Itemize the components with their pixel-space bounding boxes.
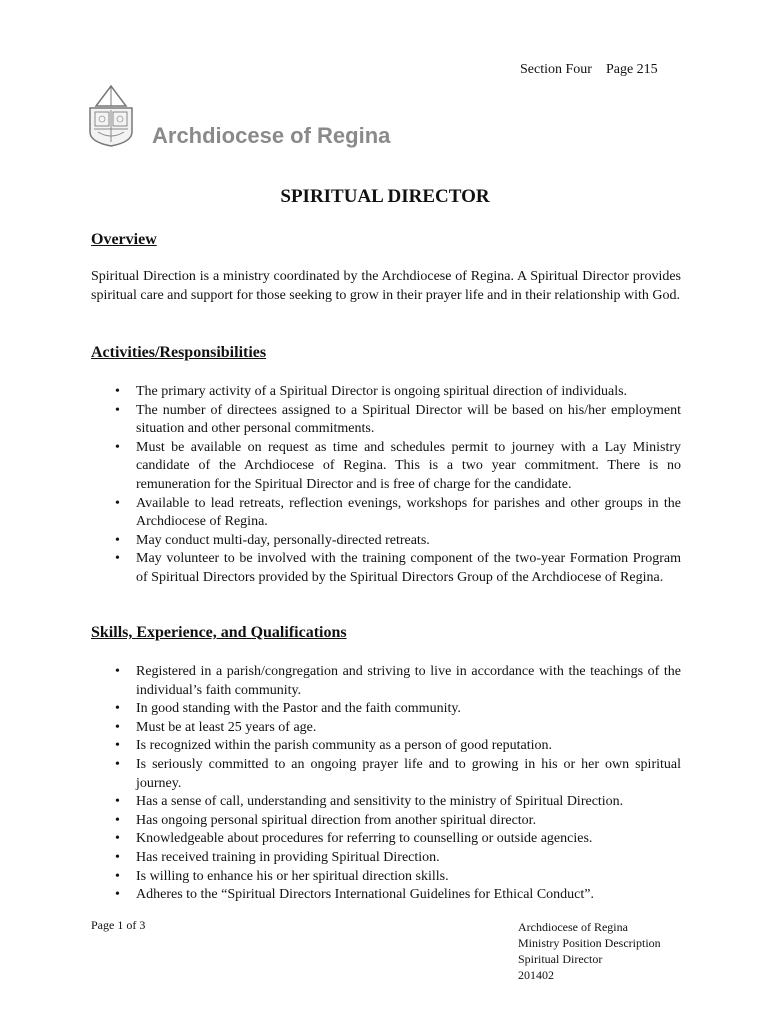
footer-document-info xyxy=(518,919,661,983)
list-item: • May conduct multi-day, personally-directed retreats. xyxy=(91,532,681,551)
list-item: • The number of directees assigned to a Spiritual Director will be based on his/her employment situation and other personal commitments. xyxy=(91,402,681,439)
list-item: • Knowledgeable about procedures for referring to counselling or outside agencies. xyxy=(91,830,681,849)
list-item: • The primary activity of a Spiritual Director is ongoing spiritual direction of individuals. xyxy=(91,383,681,402)
footer-line: Archdiocese of Regina xyxy=(518,920,628,934)
page-number: Page 215 xyxy=(605,62,658,77)
list-item: • Has received training in providing Spiritual Direction. xyxy=(91,849,681,868)
footer-line: Spiritual Director xyxy=(518,952,603,966)
footer-page-count: Page 1 of 3 xyxy=(91,918,146,932)
list-item: • Has ongoing personal spiritual direction from another spiritual director. xyxy=(91,812,681,831)
section-label: Section Four xyxy=(520,62,592,77)
list-item: • Adheres to the “Spiritual Directors International Guidelines for Ethical Conduct”. xyxy=(91,886,681,905)
list-item: • May volunteer to be involved with the training component of the two-year Formation Program of Spiritual Directors provided by the Spiritual Directors Group of the Archdiocese of Regina. xyxy=(91,550,681,587)
skills-heading: Skills, Experience, and Qualifications xyxy=(91,624,347,641)
overview-heading: Overview xyxy=(91,231,157,248)
list-item: • In good standing with the Pastor and the faith community. xyxy=(91,700,681,719)
footer-line: 201402 xyxy=(518,968,554,982)
skills-list xyxy=(91,663,681,905)
list-item: • Is recognized within the parish community as a person of good reputation. xyxy=(91,737,681,756)
activities-heading: Activities/Responsibilities xyxy=(91,344,267,361)
list-item: • Available to lead retreats, reflection evenings, workshops for parishes and other groups in the Archdiocese of Regina. xyxy=(91,495,681,532)
list-item: • Registered in a parish/congregation and striving to live in accordance with the teachings of the individual’s faith community. xyxy=(91,663,681,700)
list-item: • Must be available on request as time and schedules permit to journey with a Lay Ministry candidate of the Archdiocese of Regina. This is a two year commitment. There is no remuneration for the Spiritual Director and is free of charge for the candidate. xyxy=(91,439,681,495)
list-item: • Is seriously committed to an ongoing prayer life and to growing in his or her own spiritual journey. xyxy=(91,756,681,793)
activities-list xyxy=(91,383,681,588)
list-item: • Is willing to enhance his or her spiritual direction skills. xyxy=(91,868,681,887)
list-item: • Has a sense of call, understanding and sensitivity to the ministry of Spiritual Direction. xyxy=(91,793,681,812)
organization-name: Archdiocese of Regina xyxy=(152,123,391,148)
overview-paragraph: Spiritual Direction is a ministry coordinated by the Archdiocese of Regina. A Spiritual Director provides spiritual care and support for those seeking to grow in their prayer life and in their relationship with God. xyxy=(91,269,681,303)
document-title: SPIRITUAL DIRECTOR xyxy=(280,186,490,207)
footer-line: Ministry Position Description xyxy=(518,936,661,950)
section-reference xyxy=(520,62,672,78)
list-item: • Must be at least 25 years of age. xyxy=(91,719,681,738)
archdiocese-crest-icon xyxy=(86,80,136,148)
